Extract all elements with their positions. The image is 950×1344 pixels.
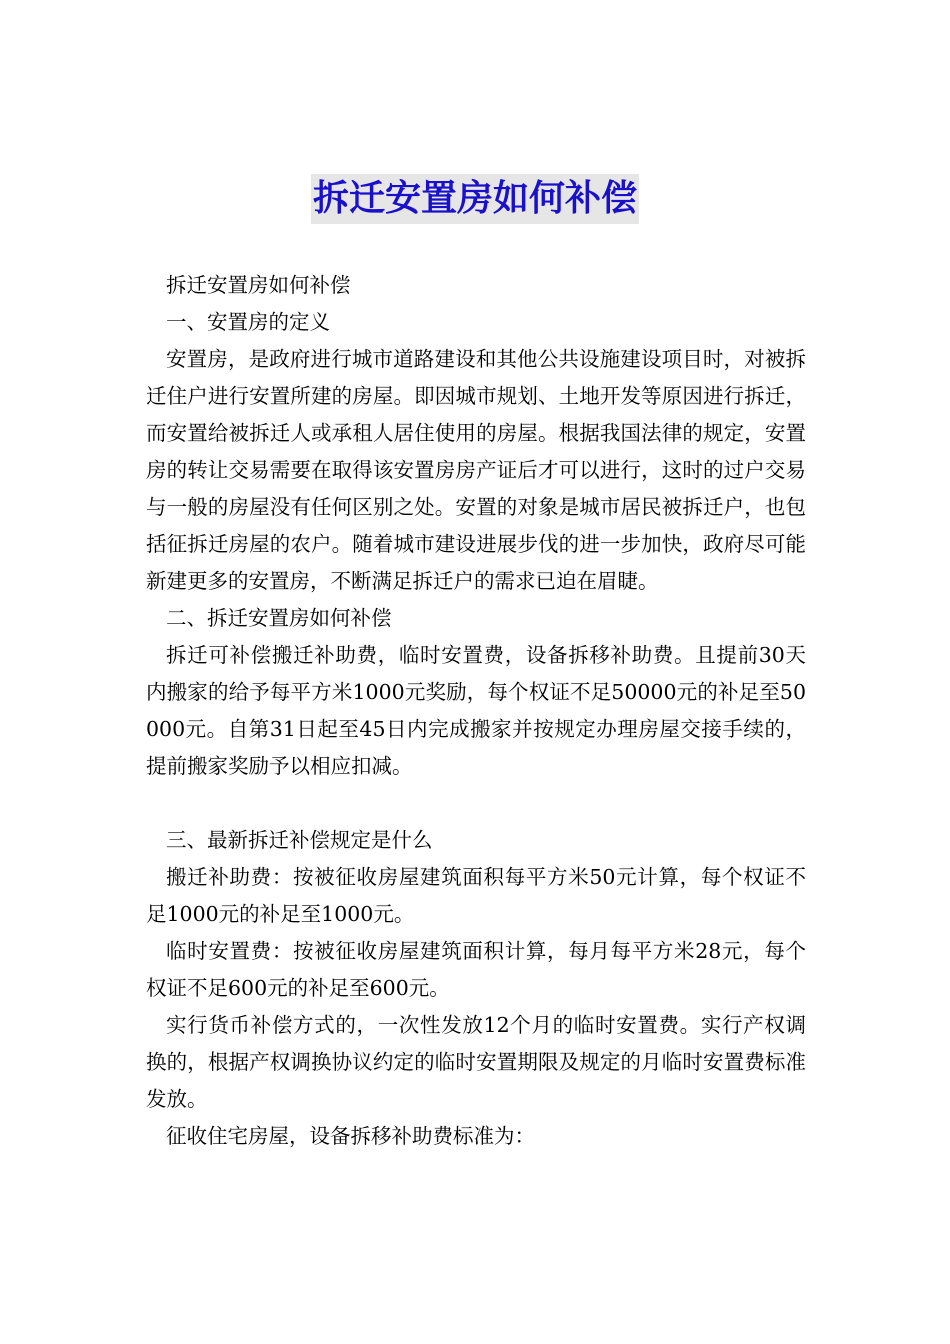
paragraph-temporary-fee: 临时安置费：按被征收房屋建筑面积计算，每月每平方米28元，每个权证不足600元的补足至600元。 <box>146 939 806 1000</box>
paragraph-moving-subsidy: 搬迁补助费：按被征收房屋建筑面积每平方米50元计算，每个权证不足1000元的补足至1000元。 <box>146 865 806 926</box>
section-heading-2: 二、拆迁安置房如何补偿 <box>166 606 392 630</box>
title-container <box>0 174 950 224</box>
document-body <box>146 267 806 1155</box>
paragraph-compensation: 拆迁可补偿搬迁补助费，临时安置费，设备拆移补助费。且提前30天内搬家的给予每平方米1000元奖励，每个权证不足50000元的补足至50000元。自第31日起至45日内完成搬家并按规定办理房屋交接手续的，提前搬家奖励予以相应扣减。 <box>146 643 806 778</box>
paragraph-definition: 安置房，是政府进行城市道路建设和其他公共设施建设项目时，对被拆迁住户进行安置所建的房屋。即因城市规划、土地开发等原因进行拆迁，而安置给被拆迁人或承租人居住使用的房屋。根据我国法律的规定，安置房的转让交易需要在取得该安置房房产证后才可以进行，这时的过户交易与一般的房屋没有任何区别之处。安置的对象是城市居民被拆迁户，也包括征拆迁房屋的农户。随着城市建设进展步伐的进一步加快，政府尽可能新建更多的安置房，不断满足拆迁户的需求已迫在眉睫。 <box>146 347 806 593</box>
paragraph-payment-method: 实行货币补偿方式的，一次性发放12个月的临时安置费。实行产权调换的，根据产权调换协议约定的临时安置期限及规定的月临时安置费标准发放。 <box>146 1013 806 1111</box>
section-heading-3: 三、最新拆迁补偿规定是什么 <box>166 828 433 852</box>
section-heading-1: 一、安置房的定义 <box>166 310 330 334</box>
paragraph-spacer <box>146 785 806 822</box>
document-title: 拆迁安置房如何补偿 <box>311 174 639 224</box>
paragraph-subtitle: 拆迁安置房如何补偿 <box>166 273 351 297</box>
paragraph-equipment-subsidy: 征收住宅房屋，设备拆移补助费标准为： <box>166 1124 535 1148</box>
